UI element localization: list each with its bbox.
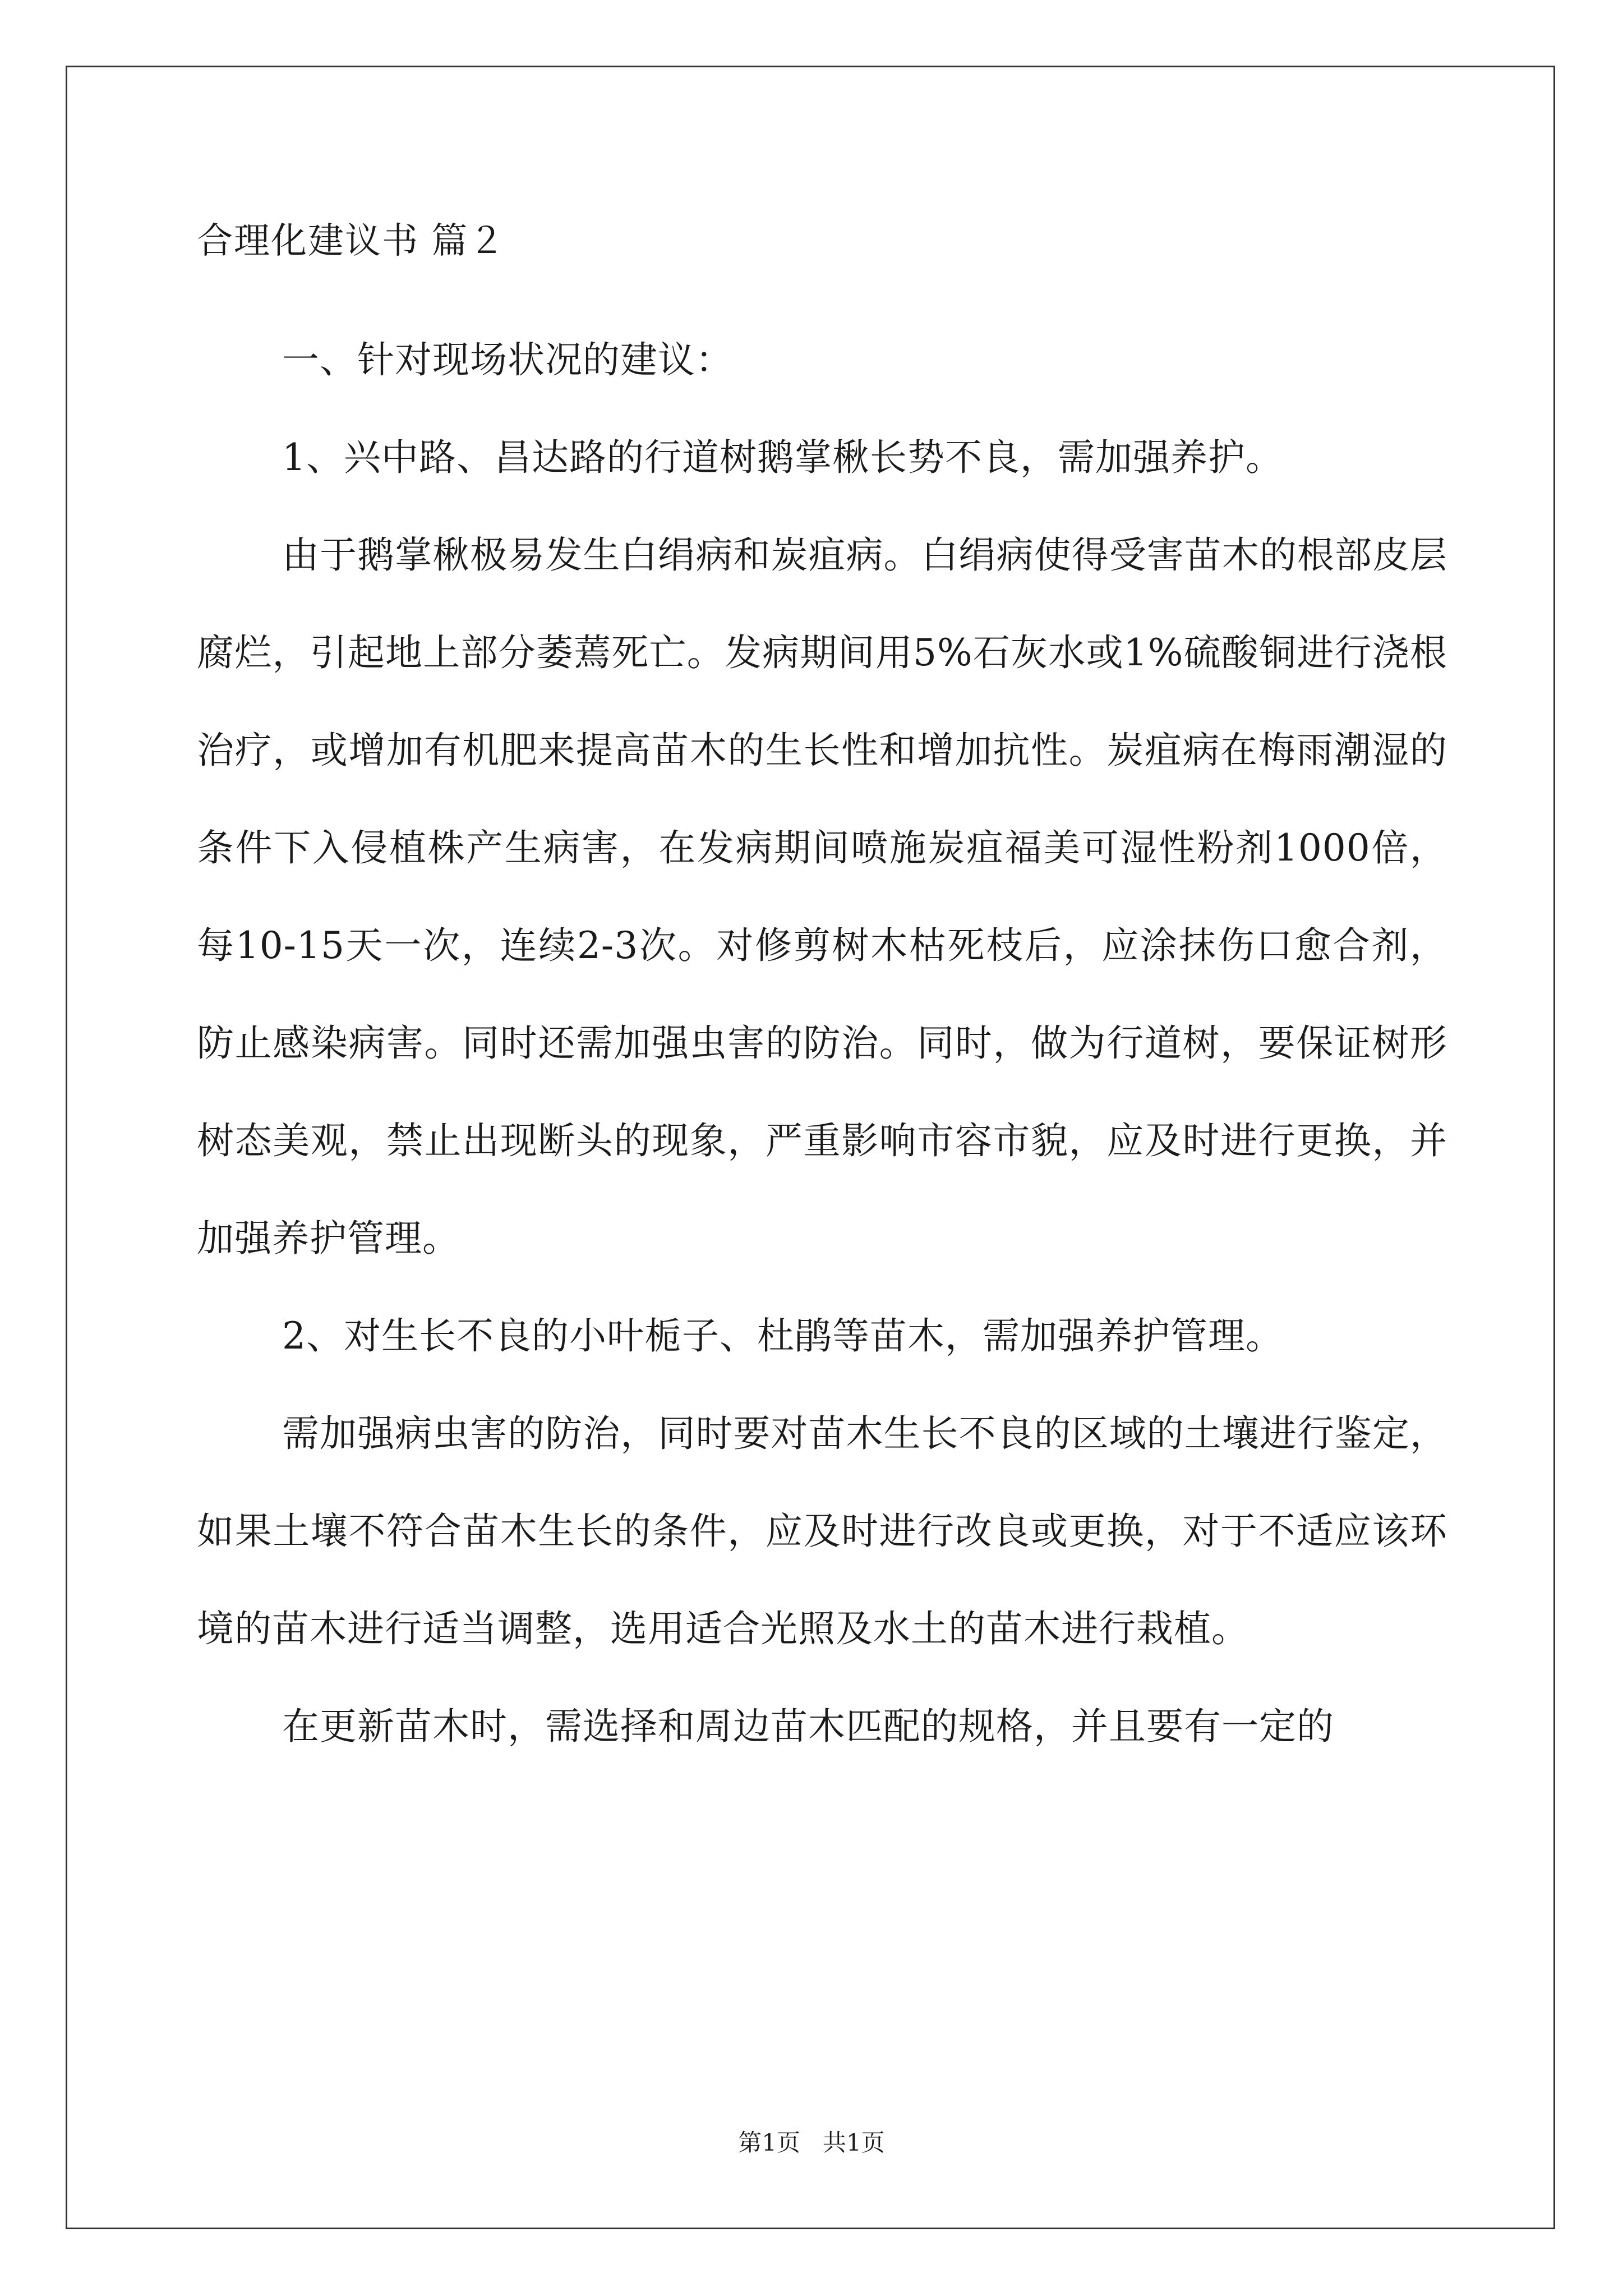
paragraph-item-2: 2、对生长不良的小叶栀子、杜鹃等苗木，需加强养护管理。	[282, 1314, 1283, 1358]
page-number-footer: 第1页 共1页	[738, 2129, 885, 2156]
paragraph-body-2: 需加强病虫害的防治，同时要对苗木生长不良的区域的土壤进行鉴定，如果土壤不符合苗木生长的条件，应及时进行改良或更换，对于不适应该环境的苗木进行适当调整，选用适合光照及水土的苗木进行栽植。	[197, 1412, 1447, 1650]
document-body	[197, 213, 1447, 1775]
document-title: 合理化建议书 篇２	[197, 220, 506, 262]
paragraph-body-3: 在更新苗木时，需选择和周边苗木匹配的规格，并且要有一定的	[282, 1705, 1334, 1748]
paragraph-item-1: 1、兴中路、昌达路的行道树鹅掌楸长势不良，需加强养护。	[282, 436, 1283, 479]
paragraph-heading-1: 一、针对现场状况的建议：	[282, 338, 733, 381]
paragraph-body-1: 由于鹅掌楸极易发生白绢病和炭疽病。白绢病使得受害苗木的根部皮层腐烂，引起地上部分萎蔫死亡。发病期间用5%石灰水或1%硫酸铜进行浇根治疗，或增加有机肥来提高苗木的生长性和增加抗性。炭疽病在梅雨潮湿的条件下入侵植株产生病害，在发病期间喷施炭疽福美可湿性粉剂1000倍，每10-15天一次，连续2-3次。对修剪树木枯死枝后，应涂抹伤口愈合剂，防止感染病害。同时还需加强虫害的防治。同时，做为行道树，要保证树形树态美观，禁止出现断头的现象，严重影响市容市貌，应及时进行更换，并加强养护管理。	[197, 533, 1447, 1260]
